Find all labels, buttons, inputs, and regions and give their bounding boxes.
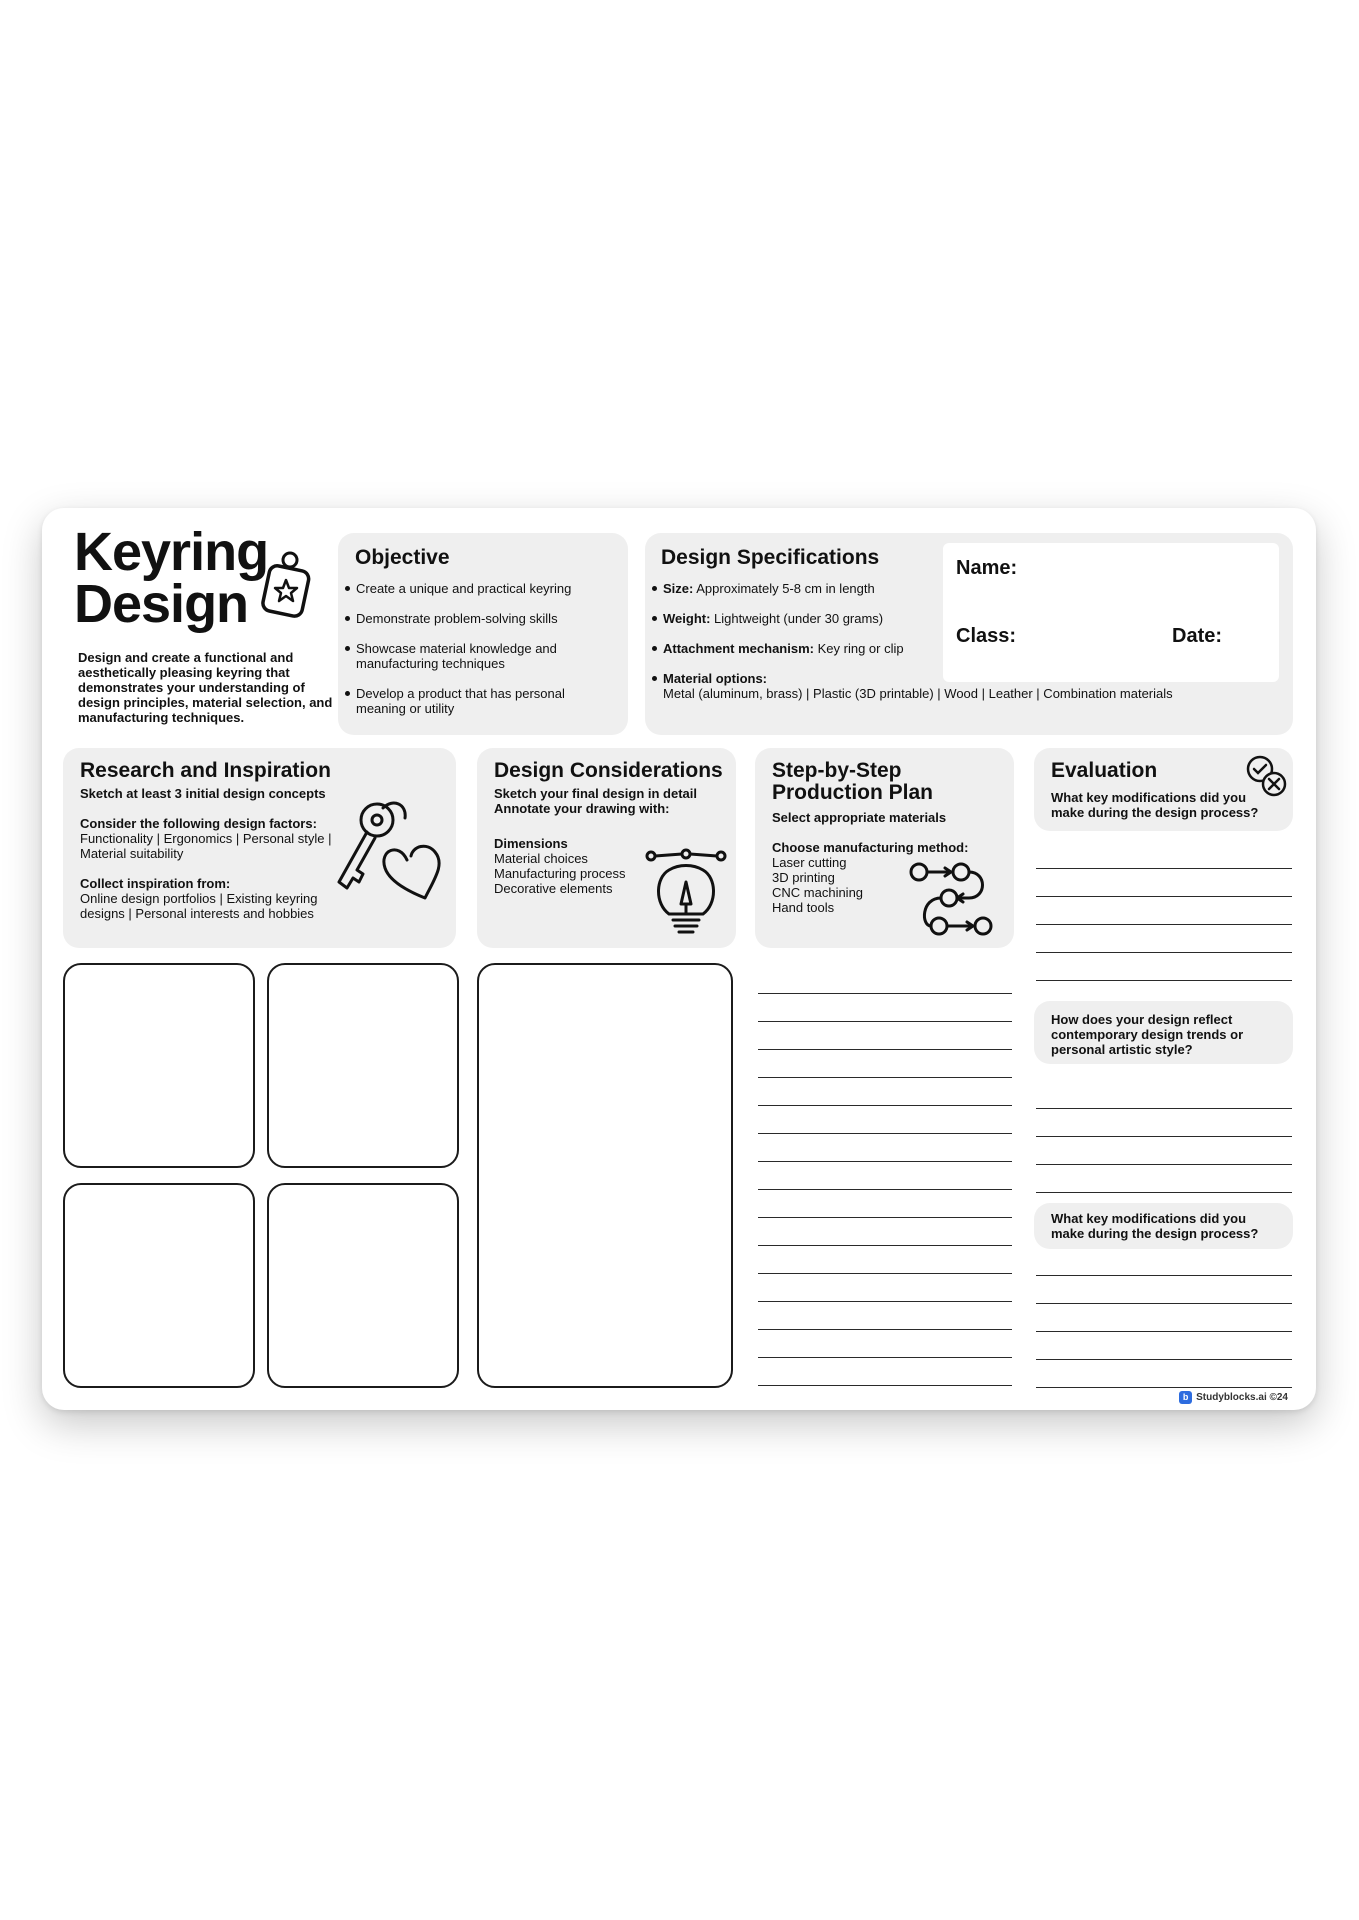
check-cross-icon xyxy=(1245,754,1289,798)
writing-line[interactable] xyxy=(758,1133,1012,1134)
writing-line[interactable] xyxy=(1036,952,1292,953)
consideration-item: Manufacturing process xyxy=(494,866,626,881)
evaluation-q2: How does your design reflect contemporary design trends or personal artistic style? xyxy=(1051,1012,1244,1057)
writing-line[interactable] xyxy=(1036,1359,1292,1360)
writing-line[interactable] xyxy=(758,1329,1012,1330)
writing-line[interactable] xyxy=(1036,1303,1292,1304)
evaluation-q1: What key modifications did you make during the design process? xyxy=(1051,790,1259,820)
writing-line[interactable] xyxy=(1036,1192,1292,1193)
objective-item: Demonstrate problem-solving skills xyxy=(344,611,614,641)
writing-line[interactable] xyxy=(758,1189,1012,1190)
evaluation-heading: Evaluation xyxy=(1051,759,1158,782)
keytag-icon xyxy=(260,550,312,618)
specs-heading: Design Specifications xyxy=(661,546,880,569)
writing-line[interactable] xyxy=(1036,924,1292,925)
production-heading: Step-by-Step Production Plan xyxy=(772,759,934,804)
writing-line[interactable] xyxy=(758,1245,1012,1246)
considerations-sub: Sketch your final design in detail Annotate your drawing with: xyxy=(494,786,697,816)
footer-text: Studyblocks.ai ©24 xyxy=(1196,1392,1288,1403)
date-label: Date: xyxy=(1172,625,1223,647)
writing-line[interactable] xyxy=(1036,1136,1292,1137)
method-item: Laser cutting xyxy=(772,855,847,870)
writing-line[interactable] xyxy=(1036,1108,1292,1109)
spec-size: Size: Approximately 5-8 cm in length xyxy=(651,581,1281,611)
writing-line[interactable] xyxy=(758,1301,1012,1302)
writing-line[interactable] xyxy=(1036,980,1292,981)
evaluation-q3: What key modifications did you make during the design process? xyxy=(1051,1211,1259,1241)
writing-line[interactable] xyxy=(758,1217,1012,1218)
spec-attachment: Attachment mechanism: Key ring or clip xyxy=(651,641,1281,671)
method-item: 3D printing xyxy=(772,870,835,885)
sketch-box-4[interactable] xyxy=(267,1183,459,1388)
writing-line[interactable] xyxy=(758,1105,1012,1106)
writing-line[interactable] xyxy=(758,1049,1012,1050)
research-heading: Research and Inspiration xyxy=(80,759,331,782)
writing-line[interactable] xyxy=(1036,1275,1292,1276)
spec-weight: Weight: Lightweight (under 30 grams) xyxy=(651,611,1281,641)
objective-item: Develop a product that has personal meaning or utility xyxy=(344,686,614,716)
method-item: CNC machining xyxy=(772,885,864,900)
writing-line[interactable] xyxy=(1036,1331,1292,1332)
class-label: Class: xyxy=(956,625,1017,647)
writing-line[interactable] xyxy=(758,1273,1012,1274)
key-heart-icon xyxy=(333,794,453,904)
writing-line[interactable] xyxy=(758,1357,1012,1358)
sketch-box-3[interactable] xyxy=(63,1183,255,1388)
specs-panel xyxy=(645,533,1293,735)
footer-brand xyxy=(1179,1391,1288,1404)
page-title: Keyring Design xyxy=(74,522,269,634)
writing-line[interactable] xyxy=(758,1077,1012,1078)
writing-line[interactable] xyxy=(1036,896,1292,897)
name-label: Name: xyxy=(956,557,1018,579)
intro-text: Design and create a functional and aesthetically pleasing keyring that demonstrates your understanding of design principles, material selection, and manufacturing techniques. xyxy=(78,650,333,725)
worksheet xyxy=(42,508,1316,1410)
writing-line[interactable] xyxy=(1036,1387,1292,1388)
research-sub: Sketch at least 3 initial design concepts xyxy=(80,786,326,801)
factors-text: Functionality | Ergonomics | Personal style | Material suitability xyxy=(80,831,332,861)
writing-line[interactable] xyxy=(1036,868,1292,869)
objective-heading: Objective xyxy=(355,546,450,569)
spec-material: Material options: Metal (aluminum, brass) | Plastic (3D printable) | Wood | Leather | Combination materials xyxy=(651,671,1281,701)
evaluation-panel xyxy=(1034,748,1293,831)
sketch-box-1[interactable] xyxy=(63,963,255,1168)
method-label: Choose manufacturing method: xyxy=(772,840,969,855)
dimensions-label: Dimensions xyxy=(494,836,568,851)
objective-item: Showcase material knowledge and manufacturing techniques xyxy=(344,641,614,686)
factors-label: Consider the following design factors: xyxy=(80,816,317,831)
student-info-box xyxy=(943,543,1279,682)
writing-line[interactable] xyxy=(758,1385,1012,1386)
process-flow-icon xyxy=(909,860,995,940)
objective-item: Create a unique and practical keyring xyxy=(344,581,614,611)
considerations-panel xyxy=(477,748,736,948)
lightbulb-pen-icon xyxy=(645,848,727,938)
objective-panel xyxy=(338,533,628,735)
production-panel xyxy=(755,748,1014,948)
consideration-item: Material choices xyxy=(494,851,588,866)
writing-line[interactable] xyxy=(758,993,1012,994)
considerations-heading: Design Considerations xyxy=(494,759,723,782)
writing-line[interactable] xyxy=(758,1161,1012,1162)
consideration-item: Decorative elements xyxy=(494,881,613,896)
writing-line[interactable] xyxy=(758,1021,1012,1022)
evaluation-q2-panel xyxy=(1034,1001,1293,1064)
studyblocks-logo-icon: b xyxy=(1179,1391,1192,1404)
collect-text: Online design portfolios | Existing keyring designs | Personal interests and hobbies xyxy=(80,891,318,921)
production-sub: Select appropriate materials xyxy=(772,810,947,825)
evaluation-q3-panel xyxy=(1034,1203,1293,1249)
writing-line[interactable] xyxy=(1036,1164,1292,1165)
sketch-box-2[interactable] xyxy=(267,963,459,1168)
collect-label: Collect inspiration from: xyxy=(80,876,231,891)
method-item: Hand tools xyxy=(772,900,835,915)
final-design-box[interactable] xyxy=(477,963,733,1388)
research-panel xyxy=(63,748,456,948)
